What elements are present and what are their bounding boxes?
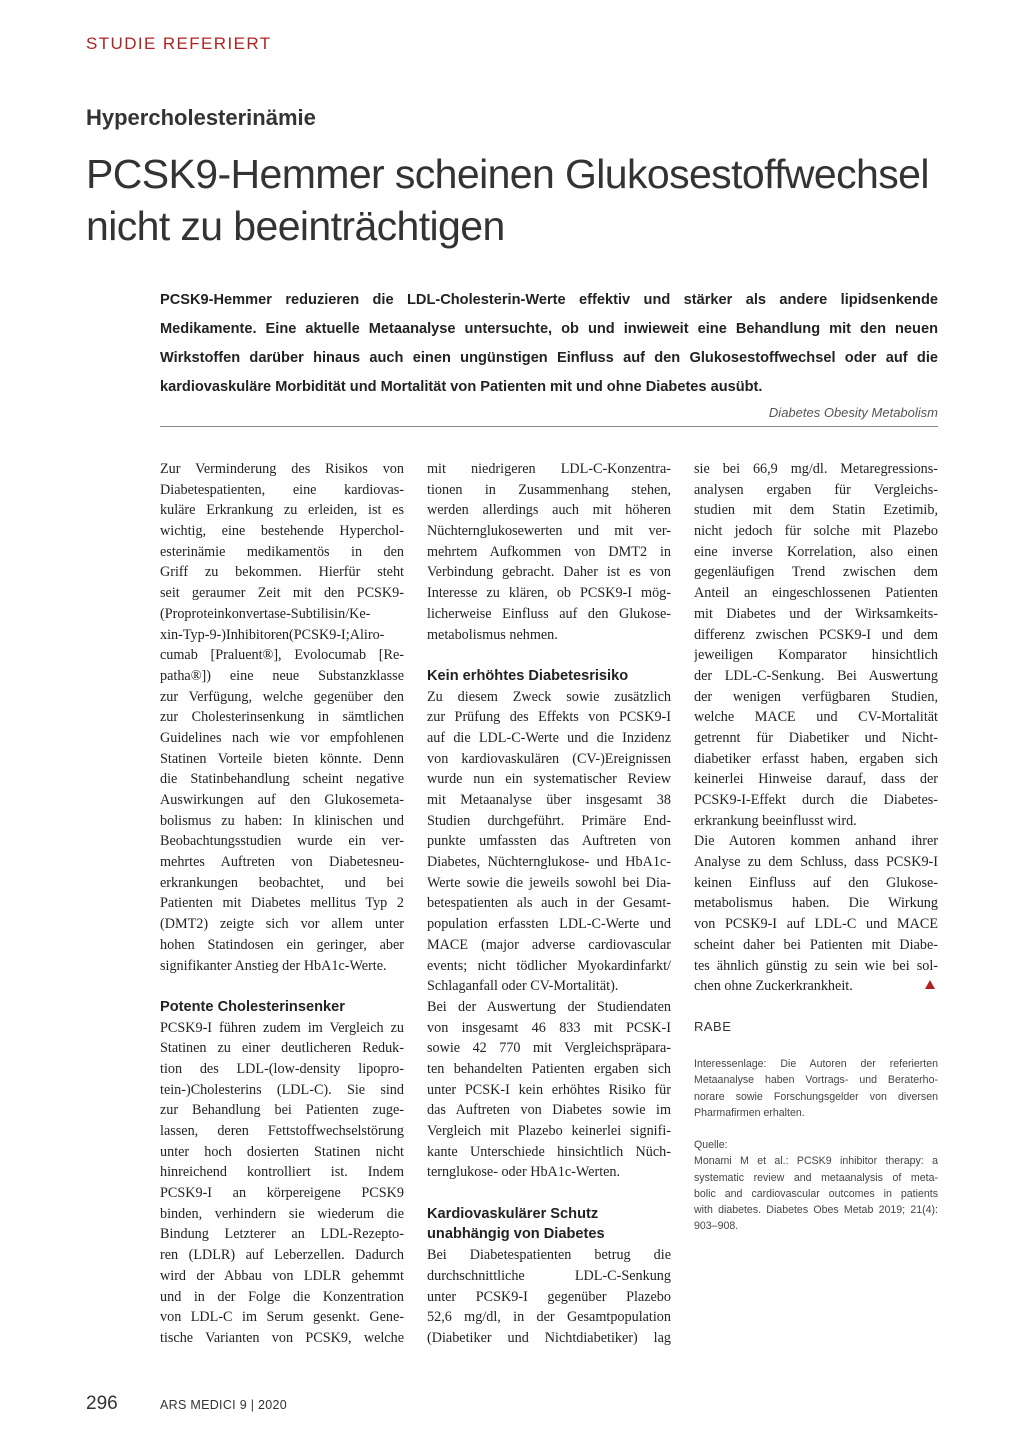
text-line: binden, verhindern sie wiederum die (160, 1205, 404, 1222)
text-line: Guidelines nach wie vor empfohlenen (160, 729, 404, 746)
text-line: tische Varianten von PCSK9, welche (160, 1329, 404, 1346)
text-line: betespatienten als auch in der Gesamt- (427, 895, 671, 912)
text-line: Beobachtungsstudien wurde ein ver- (160, 833, 404, 850)
text-line: esterinämie medikamentös in den (160, 543, 404, 560)
text-line: Auswirkungen auf den Glukosemeta- (160, 792, 404, 808)
subheading-kardiovaskulaer-2: unabhängig von Diabetes (427, 1226, 605, 1243)
text-line: metabolismus nehmen. (427, 626, 558, 643)
text-line: mehrtem Aufkommen von DMT2 in (427, 543, 671, 560)
text-line: population erfassten LDL-C-Werte und (427, 916, 671, 933)
text-line: Schlaganfall oder CV-Mortalität). (427, 978, 619, 995)
text-line: Zur Verminderung des Risikos von (160, 461, 404, 477)
text-line: der wenigen verfügbaren Studien, (694, 688, 938, 705)
text-line: seit geraumer Zeit mit den PCSK9- (160, 585, 404, 602)
text-line: Bindung Letzterer an LDL-Rezepto- (160, 1226, 404, 1243)
text-line: zur Behandlung bei Patienten zuge- (160, 1102, 404, 1119)
reference-note (694, 1137, 938, 1235)
text-line: (Proproteinkonvertase-Subtilisin/Ke- (160, 605, 371, 622)
subheading-potente: Potente Cholesterinsenker (160, 998, 345, 1015)
text-line: ren (LDLR) auf Leberzellen. Dadurch (160, 1247, 404, 1264)
text-line: Werte sowie die jeweils sowohl bei Dia- (427, 874, 671, 891)
text-line: keinen Einfluss auf den Glukose- (694, 874, 938, 891)
journal-footer: ARS MEDICI 9 | 2020 (160, 1398, 288, 1412)
subheading-kardiovaskulaer-1: Kardiovaskulärer Schutz (427, 1205, 599, 1222)
text-line: auf die LDL-C-Werte und die Inzidenz (427, 729, 671, 746)
text-line: jeweiligen Komparator hinsichtlich (694, 647, 938, 664)
divider (160, 426, 938, 427)
text-line: MACE (major adverse cardiovascular (427, 936, 671, 953)
text-line: tes ähnlich günstig zu sein wie bei sol- (694, 957, 938, 974)
column-1-body-b (160, 1018, 404, 1349)
text-line: Patienten mit Diabetes mellitus Typ 2 (160, 895, 404, 912)
text-line: Zu diesem Zweck sowie zusätzlich (427, 688, 671, 705)
column-1 (160, 459, 404, 1349)
text-line: signifikanter Anstieg der HbA1c-Werte. (160, 957, 387, 974)
text-line: kuläre Erkrankung zu erleiden, ist es (160, 502, 404, 519)
article-source: Diabetes Obesity Metabolism (768, 405, 938, 420)
text-line: diabetiker erfasst haben, ergaben sich (694, 750, 938, 767)
text-line: hohen Statindosen ein geringer, aber (160, 936, 404, 953)
text-line: erkrankung beeinflusst wird. (694, 812, 857, 829)
text-line: unter PCSK-I kein erhöhtes Risiko für (427, 1081, 671, 1098)
text-line: 52,6 mg/dl, in der Gesamtpopulation (427, 1309, 671, 1326)
article-kicker: Hypercholesterinämie (86, 105, 316, 130)
page-number: 296 (86, 1393, 118, 1414)
text-line: tein-)Cholesterins (LDL-C). Sie sind (160, 1081, 404, 1098)
text-line: bolismus zu haben: In klinischen und (160, 812, 404, 829)
end-of-article-triangle-icon (925, 980, 935, 989)
text-line: von insgesamt 46 833 mit PCSK-I (427, 1019, 671, 1036)
text-line: Diabetes, Nüchternglukose- und HbA1c- (427, 854, 671, 871)
text-line: Monami M et al.: PCSK9 inhibitor therapy: a (694, 1155, 938, 1168)
text-line: PCSK9-I an körpereigene PCSK9 (160, 1185, 404, 1202)
column-1-body (160, 459, 404, 976)
text-line: der LDL-C-Senkung. Bei Auswertung (694, 667, 938, 684)
text-line: Pharmafirmen erhalten. (694, 1106, 805, 1119)
text-line: Analyse zu dem Schluss, dass PCSK9-I (694, 854, 938, 871)
text-line: gegenläufigen Trend zwischen dem (694, 564, 938, 581)
text-line: welche MACE und CV-Mortalität (694, 709, 938, 726)
text-line: licherweise Einfluss auf den Glukose- (427, 605, 671, 622)
text-line: von kardiovaskulären (CV-)Ereignissen (427, 750, 671, 767)
text-line: mit Diabetes und der Wirksamkeits- (694, 605, 938, 622)
text-line: punkte umfassten das Auftreten von (427, 833, 671, 850)
column-3 (694, 459, 938, 997)
conflict-of-interest-note (694, 1056, 938, 1121)
text-line: Anteil an eingeschlossenen Patienten (694, 585, 938, 602)
text-line: studien mit dem Statin Ezetimib, (694, 502, 938, 519)
text-line: bolic and cardiovascular outcomes in patients (694, 1187, 938, 1200)
text-line: tionen in Zusammenhang stehen, (427, 481, 671, 498)
text-line: erkrankungen beobachtet, und bei (160, 874, 404, 891)
text-line: norare sowie Forschungsgelder von diversen (694, 1090, 938, 1103)
text-line: lassen, deren Fettstoffwechselstörung (160, 1123, 404, 1139)
author-initials: RABE (694, 1019, 732, 1034)
text-line: Interesse zu klären, ob PCSK9-I mög- (427, 585, 671, 602)
text-line: PCSK9-I-Effekt durch die Diabetes- (694, 792, 938, 808)
text-line: Nüchternglukosewerten und mit ver- (427, 523, 671, 540)
text-line: und in der Folge die Konzentration (160, 1288, 404, 1305)
text-line: die Statinbehandlung scheint negative (160, 771, 404, 788)
text-line: Statinen zu einer deutlicheren Reduk- (160, 1040, 404, 1057)
text-line: sowie 42 770 mit Vergleichspräpara- (427, 1040, 671, 1057)
text-line: werden allerdings auch mit höheren (427, 502, 671, 519)
text-line: zur Cholesterinsenkung in sämtlichen (160, 709, 404, 726)
text-line: PCSK9-I führen zudem im Vergleich zu (160, 1019, 404, 1036)
text-line: das Auftreten von Diabetes sowie im (427, 1102, 671, 1119)
title-line: PCSK9-Hemmer scheinen Glukosestoffwechsel (86, 151, 929, 197)
text-line: zur Prüfung des Effekts von PCSK9-I (427, 709, 671, 726)
text-line: von LDL-C im Serum gesenkt. Gene- (160, 1309, 404, 1326)
text-line: chen ohne Zuckerkrankheit. (694, 978, 853, 995)
text-line: zur Verfügung, welche gegenüber den (160, 688, 404, 705)
text-line: cumab [Praluent®], Evolocumab [Re- (160, 647, 404, 664)
text-line: Statinen Vorteile bieten könnte. Denn (160, 750, 404, 767)
column-2-body-c (427, 1245, 671, 1348)
text-line: sie bei 66,9 mg/dl. Metaregressions- (694, 461, 938, 477)
text-line: unter hoch dosierten Statinen nicht (160, 1143, 404, 1160)
text-line: kante Unterschiede hinsichtlich Nüch- (427, 1143, 671, 1160)
column-2-body-b (427, 687, 671, 1184)
text-line: eine inverse Korrelation, also einen (694, 543, 938, 560)
text-line: Griff zu bekommen. Hierfür steht (160, 564, 404, 581)
subheading-diabetesrisiko: Kein erhöhtes Diabetesrisiko (427, 667, 629, 684)
text-line: nicht jedoch für solche mit Plazebo (694, 523, 938, 540)
text-line: unter PCSK9-I gegenüber Plazebo (427, 1288, 671, 1305)
text-line: tion des LDL-(low-density lipopro- (160, 1060, 404, 1077)
text-line: ten behandelten Patienten ergaben sich (427, 1060, 671, 1077)
text-line: Vergleich mit Plazebo keinerlei signifi- (427, 1123, 671, 1139)
article-title (86, 148, 966, 252)
text-line: Interessenlage: Die Autoren der referierten (694, 1058, 938, 1070)
text-line: systematic review and metaanalysis of meta- (694, 1171, 938, 1184)
text-line: getrennt für Diabetiker und Nicht- (694, 729, 938, 746)
text-line: xin-Typ-9-)Inhibitoren(PCSK9-I;Aliro- (160, 626, 385, 643)
text-line: with diabetes. Diabetes Obes Metab 2019; 21(4): (694, 1204, 938, 1217)
text-line: Bei Diabetespatienten betrug die (427, 1247, 671, 1264)
text-line: events; nicht tödlicher Myokardinfarkt/ (427, 957, 671, 974)
text-line: scheint daher bei Patienten mit Diabe- (694, 936, 938, 953)
text-line: Studien durchgeführt. Primäre End- (427, 812, 671, 829)
text-line: metabolismus haben. Die Wirkung (694, 895, 938, 912)
text-line: Die Autoren kommen anhand ihrer (694, 833, 938, 850)
text-line: Bei der Auswertung der Studiendaten (427, 998, 671, 1015)
text-line: keinerlei Hinweise darauf, dass der (694, 771, 938, 788)
text-line: ternglukose- oder HbA1c-Werten. (427, 1164, 621, 1181)
text-line: hinreichend kontrolliert ist. Indem (160, 1164, 404, 1181)
column-2-body (427, 459, 671, 645)
text-line: Quelle: (694, 1139, 728, 1151)
text-line: 903–908. (694, 1220, 739, 1233)
article-lead: PCSK9-Hemmer reduzieren die LDL-Cholesterin-Werte effektiv und stärker als andere lipidsenkende Medikamente. Eine aktuelle Metaanalyse untersuchte, ob und inwieweit eine Behandlung mit den neuen Wirkstoffen darüber hinaus auch einen ungünstigen Einfluss auf den Glukosestoffwechsel oder auf die kardiovaskuläre Morbidität und Mortalität von Patienten mit und ohne Diabetes ausübt. (160, 292, 938, 395)
text-line: Metaanalyse haben Vortrags- und Beraterho- (694, 1074, 938, 1087)
section-label: STUDIE REFERIERT (86, 34, 272, 53)
title-line: nicht zu beeinträchtigen (86, 203, 505, 249)
text-line: (Diabetiker und Nichtdiabetiker) lag (427, 1329, 671, 1346)
text-line: (DMT2) zeigte sich vor allem unter (160, 916, 404, 933)
text-line: mit Metaanalyse über insgesamt 38 (427, 792, 671, 808)
text-line: mehrtes Auftreten von Diabetesneu- (160, 854, 404, 871)
text-line: mit niedrigeren LDL-C-Konzentra- (427, 461, 671, 477)
text-line: von PCSK9-I auf LDL-C und MACE (694, 916, 938, 933)
text-line: durchschnittliche LDL-C-Senkung (427, 1267, 671, 1284)
text-line: wichtig, eine bestehende Hyperchol- (160, 523, 404, 540)
text-line: analysen ergaben für Vergleichs- (694, 481, 938, 498)
text-line: patha®]) eine neue Substanzklasse (160, 667, 404, 684)
text-line: wurde nun ein systematischer Review (427, 771, 671, 788)
column-2 (427, 459, 671, 1349)
column-3-body (694, 459, 938, 997)
text-line: Diabetespatienten, eine kardiovas- (160, 481, 404, 498)
text-line: differenz zwischen PCSK9-I und dem (694, 626, 938, 643)
text-line: wird der Abbau von LDLR gehemmt (160, 1267, 404, 1284)
text-line: Verbindung gebracht. Daher ist es von (427, 564, 671, 581)
